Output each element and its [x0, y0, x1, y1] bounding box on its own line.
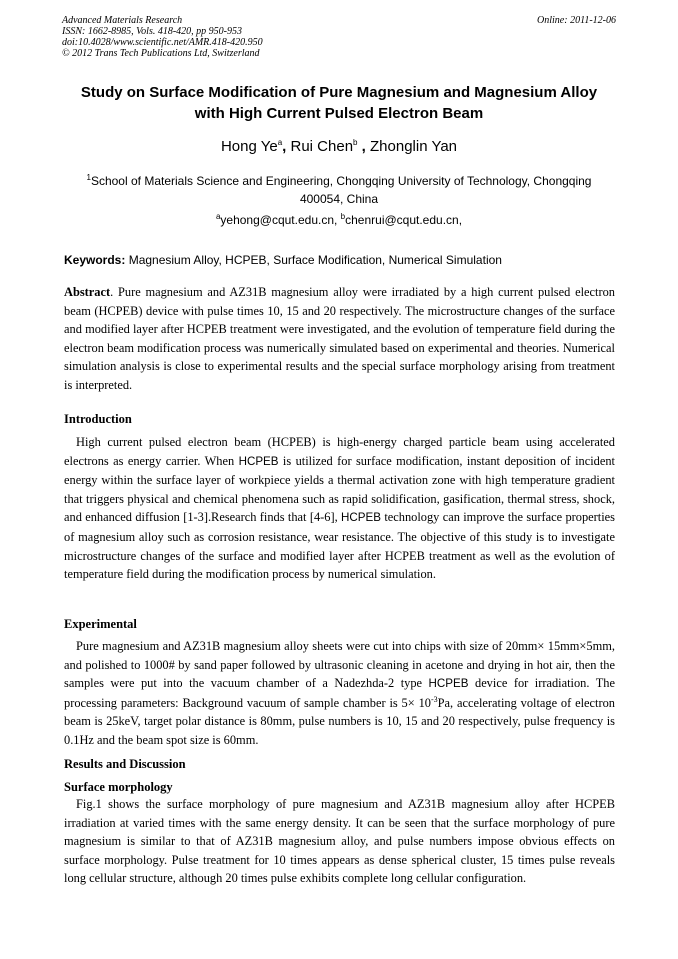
- author-3: Zhonglin Yan: [370, 138, 458, 155]
- experimental-paragraph: [64, 637, 615, 750]
- author-1: Hong Ye: [220, 138, 278, 155]
- results-paragraph: Fig.1 shows the surface morphology of pure magnesium and AZ31B magnesium alloy after HCPEB irradiation at varied times with the same energy density. It can be seen that the surface morphology of pure magnesium is similar to that of AZ31B magnesium alloy, and pulse numbers impose obvious effects on surface morphology. Pulse treatment for 10 times appears as dense spherical cluster, 15 times pulse reveals long cellular structure, although 20 times pulse exhibits complete long cellular configuration.: [64, 797, 615, 886]
- results-heading: Results and Discussion: [64, 757, 186, 771]
- surface-morphology-subheading: Surface morphology: [64, 780, 173, 794]
- email-a-sup: a: [215, 212, 221, 221]
- email-b-sup: b: [340, 212, 346, 221]
- affiliation-sup: 1: [86, 173, 91, 182]
- affiliation: [62, 172, 616, 208]
- journal-header: [62, 15, 616, 59]
- results-body: [64, 795, 615, 888]
- title-line-1: Study on Surface Modification of Pure Magnesium and Magnesium Alloy: [80, 84, 598, 101]
- exp-hcpeb: HCPEB: [428, 677, 469, 691]
- author-sep-1: ,: [282, 138, 291, 155]
- journal-doi: doi:10.4028/www.scientific.net/AMR.418-420.950: [62, 37, 263, 48]
- intro-text-2: is utilized for surface modification, instant deposition of incident energy within the surface layer of workpiece yields a thermal activation zone with high temperature gradient that triggers physical and chemical phenomena such as rapid solidification, gasification, thermal stress, shock, and enhanced diffusion [1-3].Research finds that [4-6],: [64, 453, 615, 525]
- abstract: [64, 283, 615, 395]
- online-date: Online: 2011-12-06: [537, 15, 616, 26]
- introduction-paragraph: [64, 433, 615, 584]
- journal-name: Advanced Materials Research: [62, 15, 183, 26]
- email-a[interactable]: yehong@cqut.edu.cn,: [220, 213, 341, 227]
- journal-copyright: © 2012 Trans Tech Publications Ltd, Switzerland: [62, 48, 260, 59]
- experimental-heading: Experimental: [64, 617, 137, 631]
- author-2: Rui Chen: [290, 138, 354, 155]
- experimental-body: [64, 637, 615, 750]
- intro-hcpeb-2: HCPEB: [341, 511, 381, 525]
- title-line-2: with High Current Pulsed Electron Beam: [194, 105, 484, 122]
- intro-text-3: technology can improve the surface properties of magnesium alloy such as corrosion resistance, wear resistance. The objective of this study is to investigate microstructure changes of the surface and modified layer after HCPEB treatment as well as the evolution of temperature field during the modification process by numerical simulation.: [64, 510, 615, 582]
- email-b[interactable]: chenrui@cqut.edu.cn,: [345, 213, 463, 227]
- abstract-label: Abstract: [64, 285, 111, 299]
- intro-text-1: High current pulsed electron beam (HCPEB) is high-energy charged particle beam using accelerated electrons as energy carrier. When: [64, 435, 615, 468]
- exp-text-2: device for irradiation. The processing parameters: Background vacuum of sample chamber is 5× 10: [64, 676, 615, 710]
- author-2-sup: b: [353, 138, 358, 147]
- exp-vacuum-exponent: -3: [430, 694, 438, 704]
- author-sep-2: ,: [357, 138, 371, 155]
- journal-issn: ISSN: 1662-8985, Vols. 418-420, pp 950-953: [62, 26, 242, 37]
- introduction-heading: Introduction: [64, 412, 132, 426]
- keywords-label: Keywords:: [64, 253, 126, 267]
- affiliation-line-1: School of Materials Science and Engineering, Chongqing University of Technology, Chongqing: [90, 174, 592, 188]
- exp-text-1: Pure magnesium and AZ31B magnesium alloy sheets were cut into chips with size of 20mm× 15mm×5mm, and polished to 1000# by sand paper followed by ultrasonic cleaning in acetone and drying in hot air, then the samples were put into the vacuum chamber of a Nadezhda-2 type: [64, 639, 615, 691]
- keywords-text: Magnesium Alloy, HCPEB, Surface Modification, Numerical Simulation: [125, 253, 502, 267]
- exp-text-3: Pa, accelerating voltage of electron beam is 25keV, target polar distance is 80mm, pulse numbers is 10, 15 and 20 respectively, pulse frequency is 0.1Hz and the beam spot size is 60mm.: [64, 695, 615, 747]
- keywords: [64, 251, 616, 269]
- author-list: [62, 137, 616, 157]
- author-1-sup: a: [277, 138, 283, 147]
- introduction-body: [64, 433, 615, 584]
- abstract-text: . Pure magnesium and AZ31B magnesium alloy were irradiated by a high current pulsed electron beam (HCPEB) device with pulse times 10, 15 and 20 respectively. The microstructure changes of the surface and modified layer after HCPEB treatment were investigated, and the evolution of temperature field during the electron beam modification process was numerically simulated based on experimental and theories. Numerical simulation analysis is close to experimental results and the special surface morphology arising from treatment is interpreted.: [64, 285, 615, 392]
- paper-title: [50, 82, 628, 124]
- intro-hcpeb-1: HCPEB: [238, 454, 279, 468]
- author-emails: [62, 211, 616, 229]
- affiliation-line-2: 400054, China: [299, 192, 379, 206]
